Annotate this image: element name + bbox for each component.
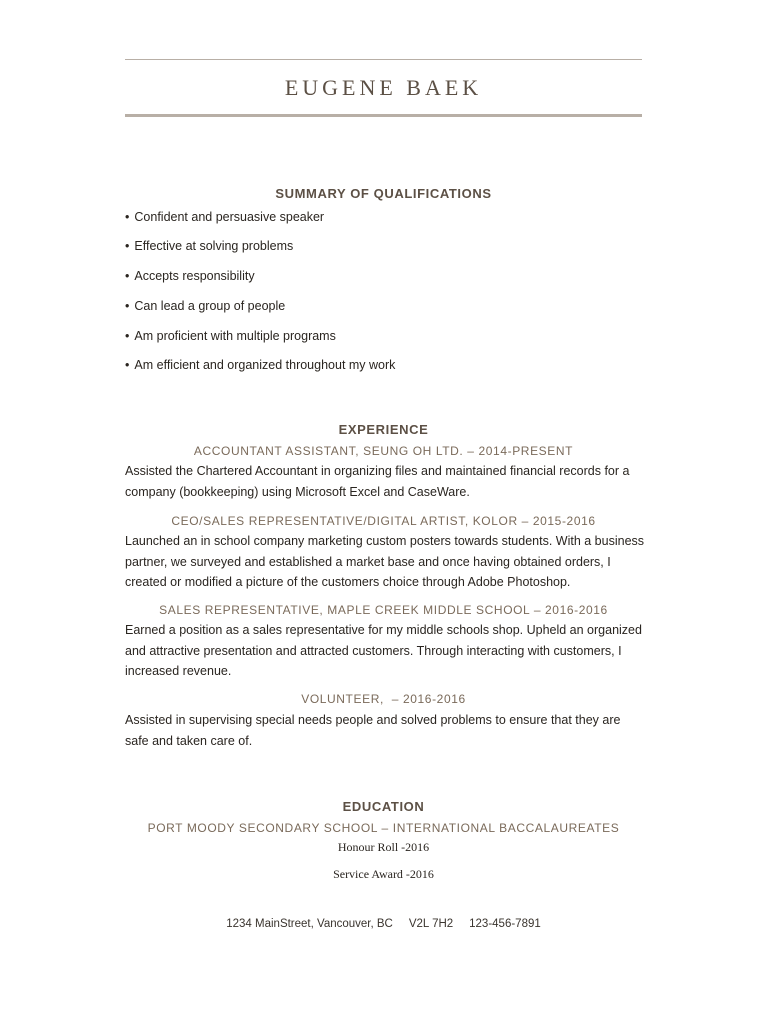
bullet-marker: • [125, 358, 130, 372]
experience-heading: EXPERIENCE [338, 422, 429, 437]
job-heading: VOLUNTEER, – 2016-2016 [301, 692, 466, 706]
job-heading: CEO/SALES REPRESENTATIVE/DIGITAL ARTIST, KOLOR – 2015-2016 [171, 514, 596, 528]
summary-item [125, 269, 255, 283]
education-award: Honour Roll -2016 [337, 840, 430, 854]
resume-page [125, 0, 645, 1024]
summary-item [125, 299, 285, 313]
summary-item-text: Am proficient with multiple programs [134, 329, 336, 343]
summary-item-text: Accepts responsibility [134, 269, 255, 283]
summary-item-text: Effective at solving problems [134, 239, 294, 253]
summary-item [125, 329, 336, 343]
bullet-marker: • [125, 239, 130, 253]
education-award: Service Award -2016 [333, 867, 434, 881]
summary-item-text: Can lead a group of people [134, 299, 286, 313]
summary-item [125, 210, 324, 224]
education-heading: EDUCATION [342, 799, 425, 814]
job-heading: ACCOUNTANT ASSISTANT, SEUNG OH LTD. – 2014-PRESENT [193, 444, 574, 458]
summary-heading: SUMMARY OF QUALIFICATIONS [275, 186, 492, 201]
job-description: Launched an in school company marketing custom posters towards students. With a business partner, we surveyed and established a market base and once having obtained orders, I created or modified a picture of the customers choice through Adobe Photoshop. [125, 534, 645, 589]
summary-item [125, 358, 395, 372]
bullet-marker: • [125, 299, 130, 313]
candidate-name: EUGENE BAEK [284, 75, 483, 100]
job-description: Assisted in supervising special needs people and solved problems to ensure that they are safe and taken care of. [125, 713, 621, 748]
bullet-marker: • [125, 210, 130, 224]
bullet-marker: • [125, 269, 130, 283]
job-description: Earned a position as a sales representative for my middle schools shop. Upheld an organized and attractive presentation and attracted customers. Through interacting with customers, I increased revenue. [125, 623, 642, 678]
school-name: PORT MOODY SECONDARY SCHOOL – INTERNATIONAL BACCALAUREATES [147, 821, 620, 835]
header-bottom-rule [125, 114, 642, 117]
summary-item [125, 239, 293, 253]
contact-footer: 1234 MainStreet, Vancouver, BC V2L 7H2 123-456-7891 [226, 918, 541, 930]
job-description: Assisted the Chartered Accountant in organizing files and maintained financial records for a company (bookkeeping) using Microsoft Excel and CaseWare. [125, 464, 630, 499]
header-top-rule [125, 59, 642, 60]
bullet-marker: • [125, 329, 130, 343]
summary-item-text: Am efficient and organized throughout my work [134, 358, 396, 372]
job-heading: SALES REPRESENTATIVE, MAPLE CREEK MIDDLE SCHOOL – 2016-2016 [159, 603, 608, 617]
summary-item-text: Confident and persuasive speaker [134, 210, 325, 224]
